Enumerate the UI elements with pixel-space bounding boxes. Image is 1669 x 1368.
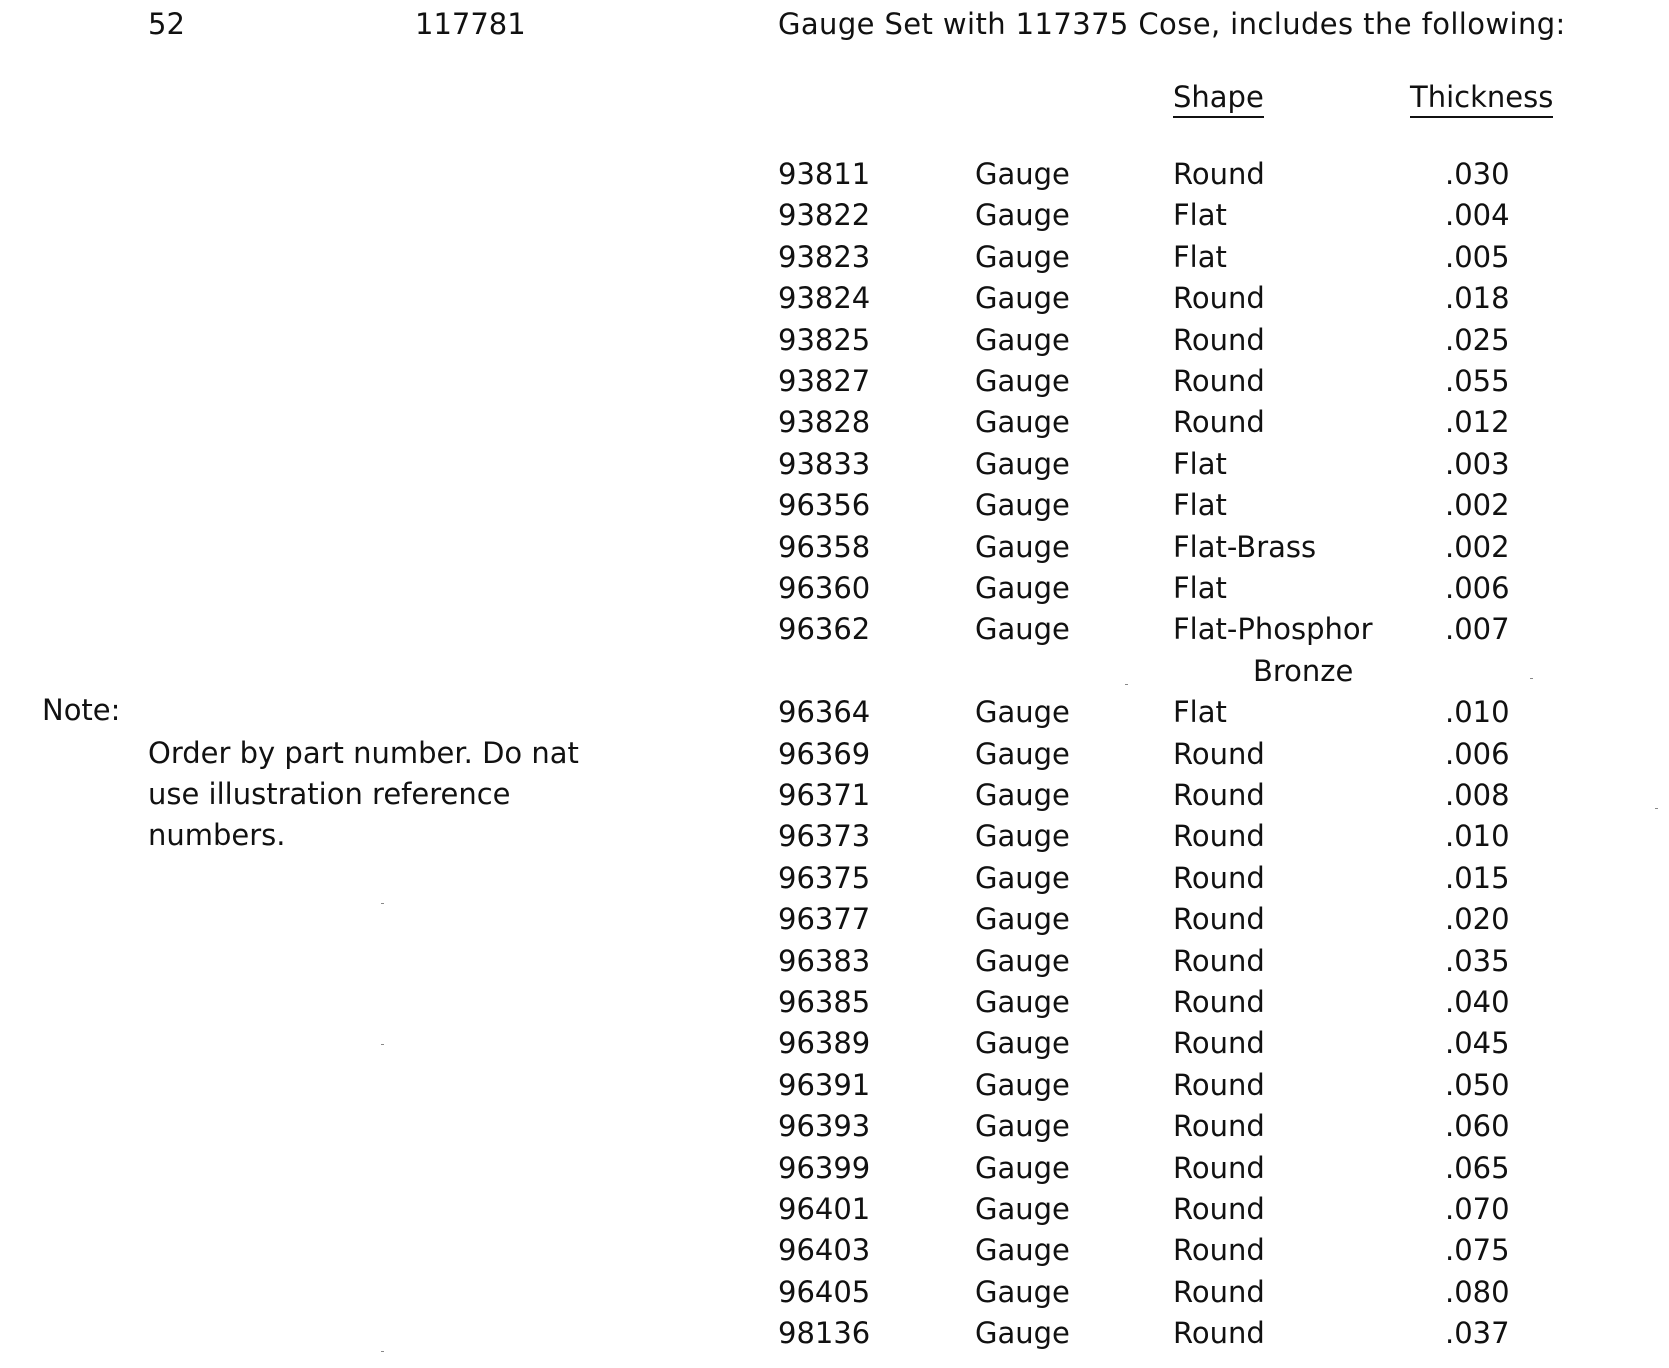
table-row xyxy=(0,984,1669,1020)
thickness-cell: .020 xyxy=(1445,902,1510,936)
shape-cell: Round xyxy=(1173,819,1265,853)
shape-cell: Round xyxy=(1173,1026,1265,1060)
thickness-cell: .055 xyxy=(1445,364,1510,398)
table-row xyxy=(0,570,1669,606)
table-row xyxy=(0,1232,1669,1268)
table-row xyxy=(0,1067,1669,1103)
part-number-cell: 96369 xyxy=(778,737,871,771)
part-number-cell: 93827 xyxy=(778,364,871,398)
part-number-cell: 96362 xyxy=(778,612,871,646)
note-text: Order by part number. Do nat use illustration reference numbers. xyxy=(148,736,579,852)
part-number-cell: 96403 xyxy=(778,1233,871,1267)
shape-cell: Flat-Brass xyxy=(1173,530,1317,564)
part-number-cell: 96401 xyxy=(778,1192,871,1226)
part-number-cell: 96405 xyxy=(778,1275,871,1309)
description-cell: Gauge xyxy=(975,198,1070,232)
description-cell: Gauge xyxy=(975,1151,1070,1185)
description-cell: Gauge xyxy=(975,1233,1070,1267)
part-number-cell: 93833 xyxy=(778,447,871,481)
shape-cell: Round xyxy=(1173,861,1265,895)
table-row xyxy=(0,197,1669,233)
description-cell: Gauge xyxy=(975,1068,1070,1102)
table-row xyxy=(0,446,1669,482)
shape-cell: Round xyxy=(1173,778,1265,812)
part-number-cell: 98136 xyxy=(778,1316,871,1350)
thickness-cell: .005 xyxy=(1445,240,1510,274)
shape-cell: Flat xyxy=(1173,198,1227,232)
description-cell: Gauge xyxy=(975,612,1070,646)
thickness-cell: .004 xyxy=(1445,198,1510,232)
shape-cell: Flat-Phosphor xyxy=(1173,612,1373,646)
scan-speck xyxy=(381,1351,384,1352)
part-number-cell: 96377 xyxy=(778,902,871,936)
part-number-cell: 93822 xyxy=(778,198,871,232)
table-row xyxy=(0,487,1669,523)
thickness-cell: .075 xyxy=(1445,1233,1510,1267)
description-cell: Gauge xyxy=(975,944,1070,978)
table-row xyxy=(0,1025,1669,1061)
shape-cell: Flat xyxy=(1173,447,1227,481)
table-row xyxy=(0,694,1669,730)
thickness-cell: .030 xyxy=(1445,157,1510,191)
thickness-cell: .050 xyxy=(1445,1068,1510,1102)
thickness-cell: .012 xyxy=(1445,405,1510,439)
part-number-cell: 96358 xyxy=(778,530,871,564)
thickness-cell: .006 xyxy=(1445,571,1510,605)
part-number-cell: 93823 xyxy=(778,240,871,274)
description-cell: Gauge xyxy=(975,323,1070,357)
thickness-cell: .007 xyxy=(1445,612,1510,646)
part-number-cell: 93811 xyxy=(778,157,871,191)
description-cell: Gauge xyxy=(975,902,1070,936)
description-cell: Gauge xyxy=(975,1275,1070,1309)
table-row xyxy=(0,1150,1669,1186)
shape-cell: Flat xyxy=(1173,488,1227,522)
table-row xyxy=(0,901,1669,937)
shape-cell: Round xyxy=(1173,902,1265,936)
part-number-cell: 96360 xyxy=(778,571,871,605)
description-cell: Gauge xyxy=(975,240,1070,274)
shape-cell: Round xyxy=(1173,1233,1265,1267)
shape-cell: Round xyxy=(1173,944,1265,978)
description-cell: Gauge xyxy=(975,1109,1070,1143)
table-row xyxy=(0,1108,1669,1144)
shape-cell: Round xyxy=(1173,1316,1265,1350)
table-row xyxy=(0,611,1669,647)
shape-cell: Round xyxy=(1173,1192,1265,1226)
thickness-cell: .080 xyxy=(1445,1275,1510,1309)
thickness-cell: .037 xyxy=(1445,1316,1510,1350)
description-cell: Gauge xyxy=(975,778,1070,812)
table-row xyxy=(0,363,1669,399)
shape-cell: Round xyxy=(1173,1151,1265,1185)
part-number-cell: 96371 xyxy=(778,778,871,812)
description-cell: Gauge xyxy=(975,157,1070,191)
table-row xyxy=(0,1274,1669,1310)
shape-cell: Round xyxy=(1173,1109,1265,1143)
thickness-cell: .002 xyxy=(1445,488,1510,522)
part-number-cell: 93825 xyxy=(778,323,871,357)
note-label: Note: xyxy=(42,693,121,727)
kit-part-number: 117781 xyxy=(415,7,526,41)
thickness-cell: .010 xyxy=(1445,819,1510,853)
part-number-cell: 96364 xyxy=(778,695,871,729)
shape-cell: Round xyxy=(1173,323,1265,357)
thickness-cell: .035 xyxy=(1445,944,1510,978)
table-row xyxy=(0,529,1669,565)
shape-cell: Flat xyxy=(1173,695,1227,729)
table-row xyxy=(0,156,1669,192)
part-number-cell: 96383 xyxy=(778,944,871,978)
shape-cell: Flat xyxy=(1173,240,1227,274)
shape-cell: Round xyxy=(1173,157,1265,191)
part-number-cell: 93828 xyxy=(778,405,871,439)
shape-cell: Round xyxy=(1173,364,1265,398)
part-number-cell: 96399 xyxy=(778,1151,871,1185)
thickness-cell: .025 xyxy=(1445,323,1510,357)
description-cell: Gauge xyxy=(975,405,1070,439)
thickness-cell: .002 xyxy=(1445,530,1510,564)
shape-cell: Flat xyxy=(1173,571,1227,605)
shape-cell: Round xyxy=(1173,281,1265,315)
thickness-cell: .070 xyxy=(1445,1192,1510,1226)
thickness-cell: .006 xyxy=(1445,737,1510,771)
kit-description: Gauge Set with 117375 Cose, includes the following: xyxy=(778,7,1566,41)
table-row xyxy=(0,280,1669,316)
thickness-cell: .060 xyxy=(1445,1109,1510,1143)
shape-cell: Round xyxy=(1173,405,1265,439)
shape-cell: Round xyxy=(1173,1275,1265,1309)
table-row xyxy=(0,1191,1669,1227)
table-row xyxy=(0,322,1669,358)
part-number-cell: 96375 xyxy=(778,861,871,895)
description-cell: Gauge xyxy=(975,1026,1070,1060)
part-number-cell: 96389 xyxy=(778,1026,871,1060)
description-cell: Gauge xyxy=(975,737,1070,771)
table-row xyxy=(0,239,1669,275)
thickness-cell: .045 xyxy=(1445,1026,1510,1060)
thickness-cell: .018 xyxy=(1445,281,1510,315)
part-number-cell: 96373 xyxy=(778,819,871,853)
scan-speck xyxy=(1125,684,1128,685)
thickness-cell: .008 xyxy=(1445,778,1510,812)
description-cell: Gauge xyxy=(975,861,1070,895)
shape-cell: Round xyxy=(1173,1068,1265,1102)
table-row xyxy=(0,943,1669,979)
thickness-cell: .003 xyxy=(1445,447,1510,481)
description-cell: Gauge xyxy=(975,530,1070,564)
reference-number: 52 xyxy=(148,7,185,41)
thickness-cell: .040 xyxy=(1445,985,1510,1019)
description-cell: Gauge xyxy=(975,985,1070,1019)
description-cell: Gauge xyxy=(975,447,1070,481)
shape-column-header: Shape xyxy=(1173,80,1264,118)
shape-cell: Round xyxy=(1173,985,1265,1019)
table-row xyxy=(0,1315,1669,1351)
description-cell: Gauge xyxy=(975,1316,1070,1350)
scan-speck xyxy=(1530,678,1533,679)
shape-cell-continuation: Bronze xyxy=(1253,654,1354,688)
description-cell: Gauge xyxy=(975,571,1070,605)
thickness-column-header: Thickness xyxy=(1410,80,1553,118)
part-number-cell: 93824 xyxy=(778,281,871,315)
table-row xyxy=(0,404,1669,440)
shape-cell: Round xyxy=(1173,737,1265,771)
thickness-cell: .065 xyxy=(1445,1151,1510,1185)
scan-speck xyxy=(1655,808,1658,809)
thickness-cell: .015 xyxy=(1445,861,1510,895)
scan-speck xyxy=(381,903,384,904)
part-number-cell: 96356 xyxy=(778,488,871,522)
thickness-cell: .010 xyxy=(1445,695,1510,729)
description-cell: Gauge xyxy=(975,1192,1070,1226)
part-number-cell: 96385 xyxy=(778,985,871,1019)
part-number-cell: 96393 xyxy=(778,1109,871,1143)
description-cell: Gauge xyxy=(975,488,1070,522)
description-cell: Gauge xyxy=(975,364,1070,398)
part-number-cell: 96391 xyxy=(778,1068,871,1102)
description-cell: Gauge xyxy=(975,819,1070,853)
scan-speck xyxy=(381,1044,384,1045)
table-row xyxy=(0,860,1669,896)
description-cell: Gauge xyxy=(975,695,1070,729)
description-cell: Gauge xyxy=(975,281,1070,315)
